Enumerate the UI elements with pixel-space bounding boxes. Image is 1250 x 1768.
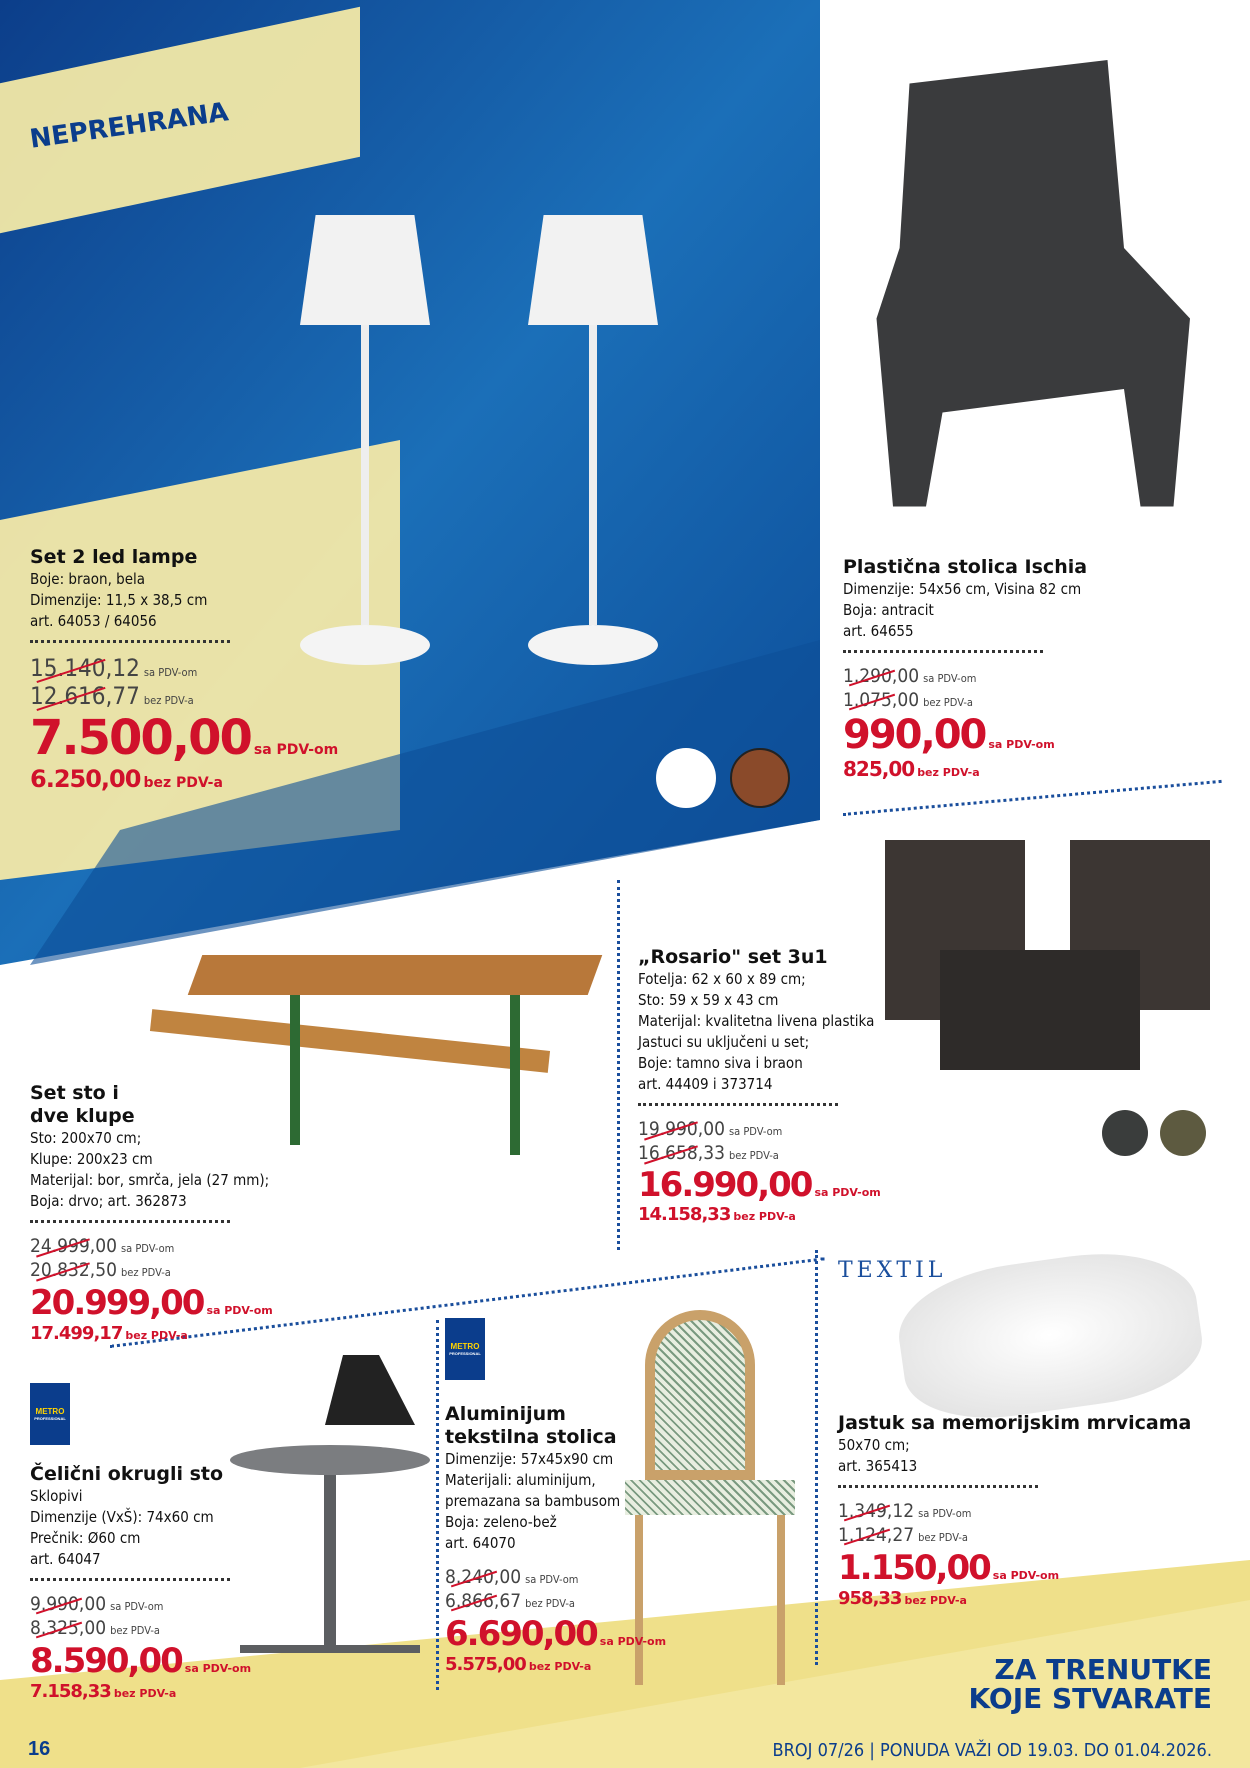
product-detail: Dimenzije: 54x56 cm, Visina 82 cm [843, 580, 1082, 598]
product-detail: premazana sa bambusom [445, 1492, 621, 1510]
product-detail: 50x70 cm; [838, 1436, 910, 1454]
divider [30, 640, 230, 643]
product-detail: art. 44409 i 373714 [638, 1075, 773, 1093]
rosario-set-image [885, 840, 1215, 1090]
vat-label: sa PDV-om [728, 1125, 783, 1138]
old-price-with-vat: 19.990,00 [638, 1118, 725, 1140]
textil-logo: TEXTIL [838, 1258, 947, 1283]
vat-label: sa PDV-om [599, 1635, 667, 1648]
vat-label: sa PDV-om [992, 1569, 1060, 1582]
product-detail: Dimenzije: 57x45x90 cm [445, 1450, 614, 1468]
page-number: 16 [28, 1738, 51, 1760]
product-detail: art. 64655 [843, 622, 914, 640]
divider [436, 1320, 439, 1690]
vat-label: sa PDV-om [923, 672, 977, 685]
product-ischia-chair [843, 556, 1087, 781]
new-price-with-vat: 990,00 [843, 712, 986, 758]
old-price-without-vat: 12.616,77 [30, 682, 140, 710]
product-detail: art. 64070 [445, 1534, 516, 1552]
product-table-benches [30, 1082, 273, 1344]
old-price-without-vat: 20.832,50 [30, 1259, 117, 1281]
product-detail: Boje: braon, bela [30, 570, 146, 588]
old-price-with-vat: 15.140,12 [30, 654, 140, 682]
product-name: Set 2 led lampe [30, 546, 198, 568]
old-price-with-vat: 8.240,00 [445, 1566, 522, 1588]
vat-label: bez PDV-a [113, 1687, 177, 1700]
vat-label: bez PDV-a [110, 1624, 160, 1637]
vat-label: bez PDV-a [923, 696, 973, 709]
swatch-olive[interactable] [1160, 1110, 1206, 1156]
vat-label: bez PDV-a [125, 1329, 188, 1342]
divider [617, 880, 620, 1250]
vat-label: sa PDV-om [988, 738, 1055, 751]
old-price-with-vat: 1.349,12 [838, 1500, 915, 1522]
product-name: Aluminijum tekstilna stolica [445, 1403, 617, 1448]
divider [815, 1250, 818, 1665]
product-detail: Boje: tamno siva i braon [638, 1054, 803, 1072]
metro-professional-logo: METRO PROFESSIONAL [445, 1318, 485, 1380]
new-price-with-vat: 6.690,00 [445, 1614, 597, 1654]
product-steel-table [30, 1463, 251, 1702]
metro-professional-logo: METRO PROFESSIONAL [30, 1383, 70, 1445]
old-price-with-vat: 9.990,00 [30, 1593, 107, 1615]
vat-label: sa PDV-om [110, 1600, 164, 1613]
product-detail: Sto: 59 x 59 x 43 cm [638, 991, 779, 1009]
old-price-without-vat: 1.124,27 [838, 1524, 915, 1546]
vat-label: sa PDV-om [206, 1304, 273, 1317]
product-detail: Sklopivi [30, 1487, 83, 1505]
product-name: Set sto i dve klupe [30, 1082, 135, 1127]
product-detail: Jastuci su uključeni u set; [638, 1033, 810, 1051]
vat-label: bez PDV-a [143, 694, 194, 707]
new-price-without-vat: 6.250,00 [30, 765, 141, 793]
vat-label: sa PDV-om [253, 742, 339, 758]
swatch-brown[interactable] [730, 748, 790, 808]
product-detail: Boja: zeleno-bež [445, 1513, 557, 1531]
product-detail: Fotelja: 62 x 60 x 89 cm; [638, 970, 806, 988]
product-name: „Rosario" set 3u1 [638, 946, 828, 968]
vat-label: sa PDV-om [120, 1242, 175, 1255]
vat-label: sa PDV-om [918, 1507, 972, 1520]
lamp-image [528, 215, 658, 695]
vat-label: sa PDV-om [143, 666, 198, 679]
vat-label: bez PDV-a [733, 1210, 796, 1223]
divider [843, 650, 1043, 653]
divider [638, 1103, 838, 1106]
product-detail: Materijal: bor, smrča, jela (27 mm); [30, 1171, 270, 1189]
vat-label: sa PDV-om [525, 1573, 579, 1586]
product-detail: Boja: drvo; art. 362873 [30, 1192, 187, 1210]
vat-label: bez PDV-a [143, 775, 223, 791]
product-name: Plastična stolica Ischia [843, 556, 1088, 578]
old-price-without-vat: 6.866,67 [445, 1590, 522, 1612]
product-detail: Sto: 200x70 cm; [30, 1129, 142, 1147]
product-detail: Dimenzije (VxŠ): 74x60 cm [30, 1508, 214, 1526]
product-detail: Prečnik: Ø60 cm [30, 1529, 141, 1547]
new-price-with-vat: 20.999,00 [30, 1283, 204, 1323]
product-detail: art. 365413 [838, 1457, 918, 1475]
old-price-without-vat: 16.658,33 [638, 1142, 725, 1164]
new-price-with-vat: 8.590,00 [30, 1641, 182, 1681]
vat-label: sa PDV-om [184, 1662, 252, 1675]
product-detail: art. 64047 [30, 1550, 101, 1568]
new-price-with-vat: 16.990,00 [638, 1165, 812, 1205]
product-rosario-set [638, 946, 881, 1225]
old-price-without-vat: 1.075,00 [843, 689, 920, 711]
divider [838, 1485, 1038, 1488]
product-detail: art. 64053 / 64056 [30, 612, 157, 630]
vat-label: sa PDV-om [814, 1186, 881, 1199]
vat-label: bez PDV-a [904, 1594, 967, 1607]
product-led-lamps [30, 546, 338, 793]
new-price-without-vat: 958,33 [838, 1588, 902, 1609]
product-name: Čelični okrugli sto [30, 1463, 224, 1485]
steel-table-image [230, 1445, 430, 1695]
product-detail: Materijal: kvalitetna livena plastika [638, 1012, 875, 1030]
old-price-without-vat: 8.325,00 [30, 1617, 107, 1639]
new-price-without-vat: 14.158,33 [638, 1204, 731, 1225]
vat-label: bez PDV-a [917, 766, 980, 779]
old-price-with-vat: 24.999,00 [30, 1235, 117, 1257]
old-price-with-vat: 1.290,00 [843, 665, 920, 687]
new-price-without-vat: 7.158,33 [30, 1681, 111, 1702]
new-price-with-vat: 1.150,00 [838, 1548, 990, 1588]
divider [30, 1578, 230, 1581]
product-detail: Dimenzije: 11,5 x 38,5 cm [30, 591, 208, 609]
product-detail: Klupe: 200x23 cm [30, 1150, 153, 1168]
product-memory-pillow [838, 1412, 1191, 1609]
new-price-without-vat: 17.499,17 [30, 1323, 123, 1344]
product-name: Jastuk sa memorijskim mrvicama [838, 1412, 1192, 1434]
section-title: NEPREHRANA [27, 97, 231, 155]
vat-label: bez PDV-a [120, 1266, 171, 1279]
vat-label: bez PDV-a [728, 1149, 779, 1162]
divider [30, 1220, 230, 1223]
footer-validity: BROJ 07/26 | PONUDA VAŽI OD 19.03. DO 01.04.2026. [772, 1740, 1212, 1761]
vat-label: bez PDV-a [525, 1597, 575, 1610]
vat-label: bez PDV-a [918, 1531, 968, 1544]
new-price-without-vat: 5.575,00 [445, 1654, 526, 1675]
new-price-without-vat: 825,00 [843, 757, 915, 781]
swatch-dark-grey[interactable] [1102, 1110, 1148, 1156]
product-detail: Boja: antracit [843, 601, 934, 619]
swatch-white[interactable] [656, 748, 716, 808]
product-detail: Materijali: aluminijum, [445, 1471, 596, 1489]
vat-label: bez PDV-a [528, 1660, 592, 1673]
product-aluminium-chair [445, 1403, 666, 1675]
new-price-with-vat: 7.500,00 [30, 710, 251, 766]
footer-slogan: ZA TRENUTKE KOJE STVARATE [968, 1653, 1212, 1715]
